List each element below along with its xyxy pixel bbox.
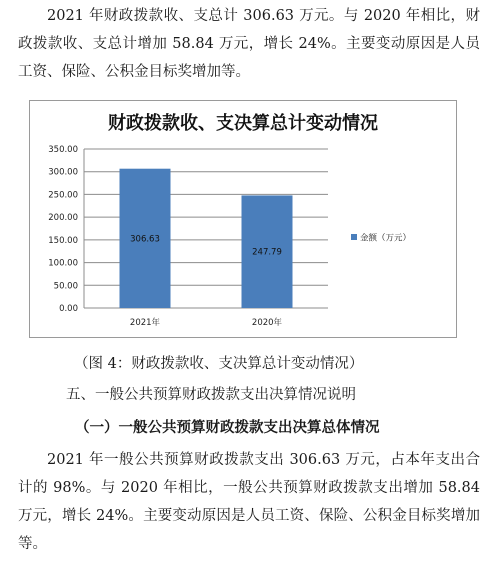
x-category-label: 2021年 bbox=[129, 318, 161, 328]
chart-canvas bbox=[30, 101, 458, 339]
y-tick-label: 150.00 bbox=[48, 235, 78, 246]
y-tick-label: 0.00 bbox=[59, 304, 78, 314]
y-tick-label: 300.00 bbox=[48, 167, 78, 178]
x-category-label: 2020年 bbox=[251, 318, 283, 328]
bar-data-label: 306.63 bbox=[130, 234, 160, 245]
paragraph-general-budget: 2021 年一般公共预算财政拨款支出 306.63 万元，占本年支出合计的 98%。与 2020 年相比，一般公共预算财政拨款支出增加 58.84 万元，增长 24%。主要变动原因是人员工资、保险、公积金目标奖增加等。 bbox=[18, 452, 480, 552]
y-tick-label: 200.00 bbox=[48, 213, 78, 224]
y-tick-label: 100.00 bbox=[48, 258, 78, 269]
y-tick-label: 250.00 bbox=[48, 190, 78, 201]
figure-caption: （图 4：财政拨款收、支决算总计变动情况） bbox=[74, 356, 364, 372]
legend-swatch bbox=[351, 234, 357, 240]
bar-data-label: 247.79 bbox=[252, 247, 282, 258]
y-tick-label: 50.00 bbox=[53, 281, 78, 292]
paragraph-2021-total: 2021 年财政拨款收、支总计 306.63 万元。与 2020 年相比，财政拨款收、支总计增加 58.84 万元，增长 24%。主要变动原因是人员工资、保险、公积金目标奖增加等。 bbox=[18, 8, 480, 80]
y-tick-label: 350.00 bbox=[48, 145, 78, 155]
section-heading: 五、一般公共预算财政拨款支出决算情况说明 bbox=[66, 387, 356, 403]
chart-title: 财政拨款收、支决算总计变动情况 bbox=[108, 113, 378, 134]
legend-label: 金额（万元） bbox=[360, 233, 412, 244]
bar-chart bbox=[29, 100, 457, 338]
subsection-heading: （一）一般公共预算财政拨款支出决算总体情况 bbox=[75, 419, 380, 436]
